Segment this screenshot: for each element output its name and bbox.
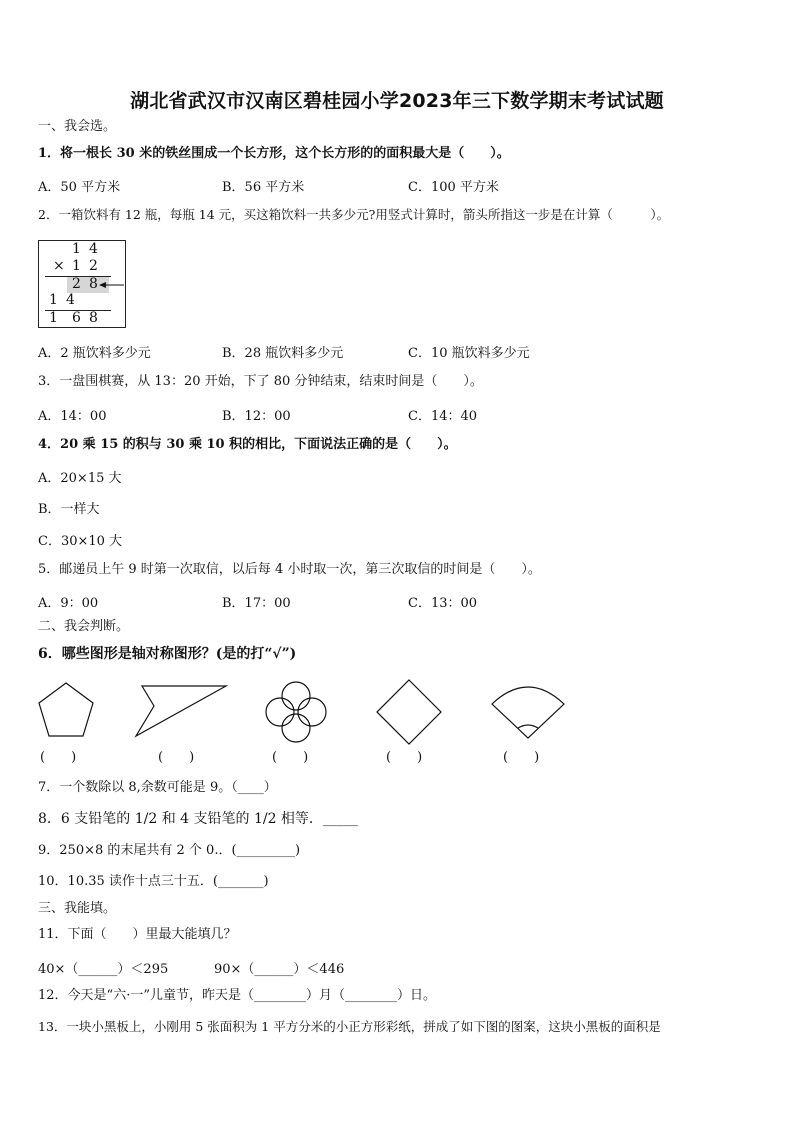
q4-option-c: C．30×10 大 (38, 534, 123, 549)
four-petal-flower-shape (264, 680, 328, 744)
question-3: 3．一盘围棋赛，从 13：20 开始，下了 80 分钟结束，结束时间是（ ）。 (38, 374, 483, 389)
mult-digit: 6 (72, 310, 81, 326)
question-12: 12．今天是“六·一”儿童节，昨天是（________）月（________）日。 (38, 988, 436, 1003)
q2-option-b: B．28 瓶饮料多少元 (222, 346, 344, 361)
question-2: 2．一箱饮料有 12 瓶，每瓶 14 元，买这箱饮料一共多少元?用竖式计算时，箭头所指这一步是在计算（ ）。 (38, 207, 670, 222)
q3-option-b: B．12：00 (222, 409, 291, 424)
q1-option-c: C．100 平方米 (408, 180, 499, 195)
q1-option-b: B．56 平方米 (222, 180, 305, 195)
q2-option-c: C．10 瓶饮料多少元 (408, 346, 530, 361)
q4-option-a: A．20×15 大 (38, 471, 122, 486)
section-heading-1: 一、我会选。 (38, 119, 117, 134)
question-13: 13．一块小黑板上，小刚用 5 张面积为 1 平方分米的小正方形彩纸，拼成了如下图的图案，这块小黑板的面积是 (38, 1019, 661, 1034)
arrow-left-icon (99, 280, 125, 290)
q5-option-b: B．17：00 (222, 596, 291, 611)
q2-option-a: A．2 瓶饮料多少元 (38, 346, 151, 361)
question-4: 4．20 乘 15 的积与 30 乘 10 积的相比，下面说法正确的是（ ）。 (38, 437, 457, 452)
mult-digit: 1 (72, 241, 81, 257)
pentagon-shape (36, 680, 96, 740)
answer-paren: ( ) (386, 750, 423, 765)
question-1: 1．将一根长 30 米的铁丝围成一个长方形，这个长方形的的面积最大是（ ）。 (38, 146, 510, 161)
answer-paren: ( ) (503, 750, 540, 765)
q11-part-b: 90×（______）＜446 (214, 962, 345, 977)
question-10: 10．10.35 读作十点三十五．(_______) (38, 874, 269, 889)
section-heading-2: 二、我会判断。 (38, 619, 130, 634)
answer-paren: ( ) (40, 750, 77, 765)
mult-digit: 4 (66, 292, 75, 308)
mult-digit: 1 (49, 292, 58, 308)
page-title: 湖北省武汉市汉南区碧桂园小学2023年三下数学期末考试试题 (130, 90, 664, 112)
question-9: 9．250×8 的末尾共有 2 个 0.．(_________) (38, 843, 301, 858)
question-6: 6．哪些图形是轴对称图形？(是的打“√”) (38, 646, 297, 662)
q5-option-a: A．9：00 (38, 596, 99, 611)
mult-digit: 8 (89, 276, 98, 292)
mult-digit: 1 (49, 310, 58, 326)
q5-option-c: C．13：00 (408, 596, 478, 611)
mult-digit: 1 (72, 258, 81, 274)
mult-digit: 8 (89, 310, 98, 326)
q3-option-c: C．14：40 (408, 409, 478, 424)
q1-option-a: A．50 平方米 (38, 180, 121, 195)
fan-shape (488, 682, 568, 744)
answer-paren: ( ) (158, 750, 195, 765)
answer-paren: ( ) (272, 750, 309, 765)
mult-digit: 2 (89, 258, 98, 274)
question-5: 5．邮递员上午 9 时第一次取信，以后每 4 小时取一次，第三次取信的时间是（ ）。 (38, 562, 541, 577)
question-8: 8．6 支铅笔的 1/2 和 4 支铅笔的 1/2 相等．_____ (38, 811, 358, 827)
q4-option-b: B．一样大 (38, 502, 100, 517)
diamond-shape (375, 678, 443, 746)
triangle-shape (132, 682, 230, 742)
times-sign: × (53, 258, 65, 274)
q3-option-a: A．14：00 (38, 409, 107, 424)
question-11: 11．下面（ ）里最大能填几？ (38, 927, 237, 942)
question-7: 7．一个数除以 8,余数可能是 9。（____） (38, 780, 277, 795)
section-heading-3: 三、我能填。 (38, 901, 117, 916)
q11-part-a: 40×（______）＜295 (38, 962, 169, 977)
vertical-multiplication-figure (38, 240, 126, 328)
mult-digit: 4 (89, 241, 98, 257)
mult-digit: 2 (72, 276, 81, 292)
